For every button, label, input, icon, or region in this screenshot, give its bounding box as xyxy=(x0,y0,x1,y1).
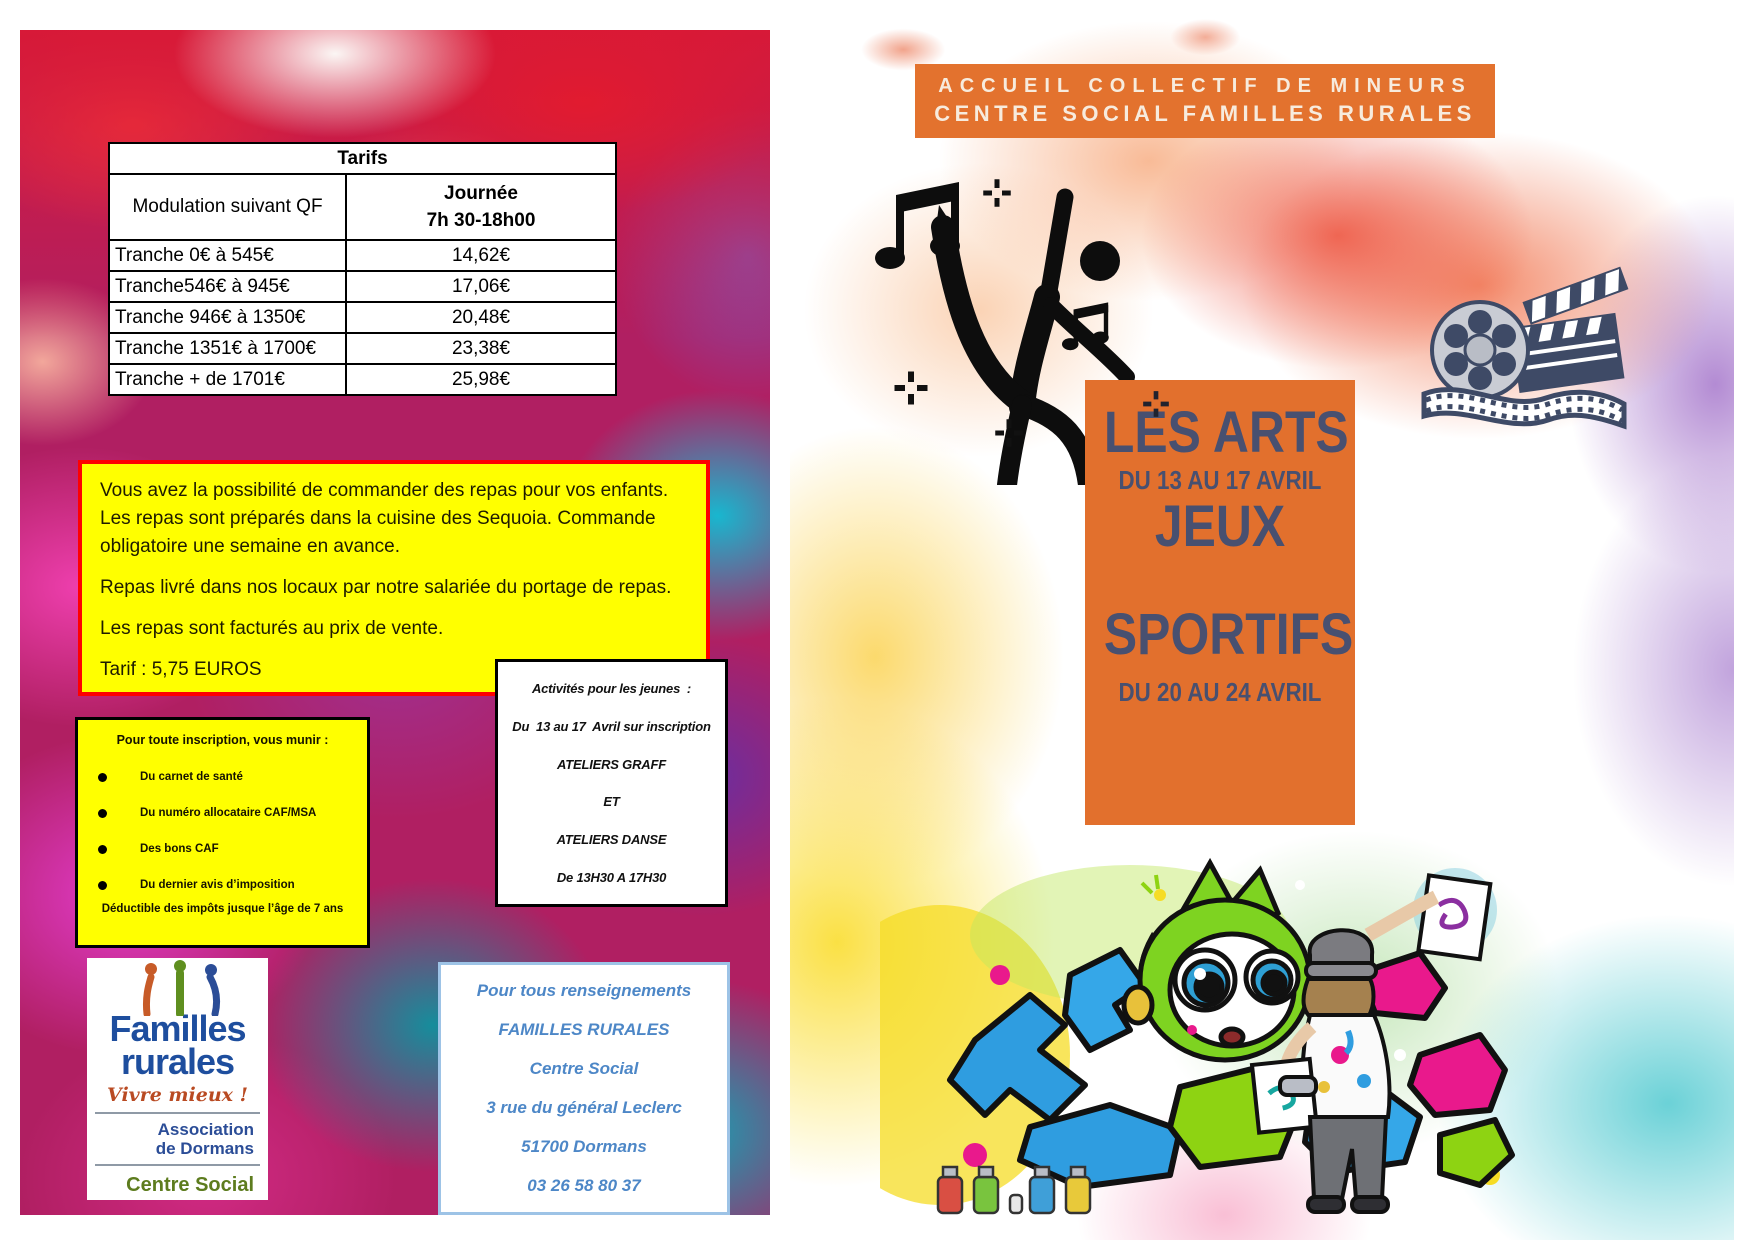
left-page-marbled-background xyxy=(20,30,770,1215)
poster-title-sportifs: SPORTIFS xyxy=(1103,602,1354,668)
table-row xyxy=(109,333,616,364)
plus-sparkle-icon xyxy=(994,418,1024,448)
inscription-item-text: Du carnet de santé xyxy=(140,771,243,783)
inscription-item-text: Des bons CAF xyxy=(140,843,219,855)
logo-centre-social: Centre Social xyxy=(126,1174,254,1196)
table-row xyxy=(109,271,616,302)
inscription-item-text: Du numéro allocataire CAF/MSA xyxy=(140,807,317,819)
list-item xyxy=(140,843,367,855)
meals-tarif-line: Tarif : 5,75 EUROS xyxy=(100,659,262,680)
banner-line1: ACCUEIL COLLECTIF DE MINEURS xyxy=(938,75,1472,97)
logo-association-text xyxy=(87,1120,268,1158)
poster-subtitle-avril1: DU 13 AU 17 AVRIL xyxy=(1118,464,1322,495)
divider xyxy=(95,1112,260,1114)
inscription-notice-box xyxy=(75,717,370,948)
tariff-col2-header xyxy=(346,174,616,240)
graffiti-artist-illustration xyxy=(880,855,1520,1220)
logo-brand-line2: rurales xyxy=(120,1041,235,1082)
tariff-row-label: Tranche546€ à 945€ xyxy=(109,271,346,302)
contact-line: FAMILLES RURALES xyxy=(498,1019,670,1039)
tariff-row-value: 14,62€ xyxy=(346,240,616,271)
table-row xyxy=(109,364,616,395)
contact-line: Pour tous renseignements xyxy=(476,980,692,1000)
tariff-row-label: Tranche 1351€ à 1700€ xyxy=(109,333,346,364)
plus-sparkle-icon xyxy=(893,370,929,406)
list-item xyxy=(140,879,367,891)
logo-assoc-line2: de Dormans xyxy=(155,1139,254,1158)
reel-icon xyxy=(1432,302,1528,398)
tariff-row-value: 20,48€ xyxy=(346,302,616,333)
tariff-col1-header: Modulation suivant QF xyxy=(109,174,346,240)
banner-line2: CENTRE SOCIAL FAMILLES RURALES xyxy=(934,101,1476,126)
tariff-row-value: 17,06€ xyxy=(346,271,616,302)
clapperboard-icon xyxy=(1510,267,1628,393)
tariff-table-title: Tarifs xyxy=(109,143,616,174)
poster-title-jeux: JEUX xyxy=(1154,493,1286,559)
contact-line: Centre Social xyxy=(529,1058,639,1078)
tariff-row-label: Tranche + de 1701€ xyxy=(109,364,346,395)
logo-people-icon xyxy=(125,960,235,1016)
header-banner xyxy=(915,64,1495,138)
tariff-col2-line1: Journée xyxy=(444,183,518,204)
poster-box xyxy=(1085,380,1355,825)
tariff-row-value: 25,98€ xyxy=(346,364,616,395)
bullet-icon xyxy=(98,773,107,782)
activities-line: Du 13 au 17 Avril sur inscription xyxy=(512,718,711,734)
film-strip-icon xyxy=(1424,390,1624,426)
activities-line: De 13H30 A 17H30 xyxy=(556,869,667,885)
activities-line: ET xyxy=(603,794,620,810)
logo-tagline: Vivre mieux ! xyxy=(107,1084,248,1106)
contact-box xyxy=(438,962,730,1215)
familles-rurales-logo xyxy=(87,958,268,1200)
inscription-item-text: Du dernier avis d’imposition xyxy=(140,879,295,891)
activities-title: Activités pour les jeunes : xyxy=(531,681,692,697)
bullet-icon xyxy=(98,845,107,854)
film-reel-icon xyxy=(1418,262,1630,430)
list-item xyxy=(140,807,367,819)
logo-brand-text xyxy=(87,1008,268,1082)
bullet-icon xyxy=(98,809,107,818)
activities-line: ATELIERS GRAFF xyxy=(557,756,666,772)
meals-paragraph-3: Les repas sont facturés au prix de vente. xyxy=(100,618,444,639)
tariff-col2-line2: 7h 30-18h00 xyxy=(426,210,536,231)
activities-line: ATELIERS DANSE xyxy=(556,831,667,847)
tariff-row-label: Tranche 0€ à 545€ xyxy=(109,240,346,271)
tariff-row-label: Tranche 946€ à 1350€ xyxy=(109,302,346,333)
contact-line: 3 rue du général Leclerc xyxy=(486,1098,682,1118)
logo-brand-line1: Familles xyxy=(109,1008,246,1049)
contact-line: 51700 Dormans xyxy=(521,1137,647,1157)
contact-line: 03 26 58 80 37 xyxy=(527,1176,641,1196)
plus-sparkle-icon xyxy=(982,178,1012,208)
logo-assoc-line1: Association xyxy=(157,1120,254,1139)
plus-sparkle-icon xyxy=(1142,390,1170,418)
inscription-footnote: Déductible des impôts jusque l’âge de 7 ans xyxy=(101,903,344,915)
tariff-table xyxy=(108,142,617,396)
meals-paragraph-1: Vous avez la possibilité de commander des repas pour vos enfants. Les repas sont préparés dans la cuisine des Sequoia. Commande obligatoire une semaine en avance. xyxy=(100,480,669,557)
activities-box xyxy=(495,659,728,907)
bullet-icon xyxy=(98,881,107,890)
tariff-row-value: 23,38€ xyxy=(346,333,616,364)
list-item xyxy=(140,771,367,783)
inscription-title: Pour toute inscription, vous munir : xyxy=(116,733,329,747)
divider xyxy=(95,1164,260,1166)
table-row xyxy=(109,302,616,333)
table-row xyxy=(109,240,616,271)
meals-paragraph-2: Repas livré dans nos locaux par notre salariée du portage de repas. xyxy=(100,577,672,598)
poster-subtitle-avril2: DU 20 AU 24 AVRIL xyxy=(1118,677,1322,708)
poster-title-les-arts: LES ARTS xyxy=(1103,400,1349,465)
